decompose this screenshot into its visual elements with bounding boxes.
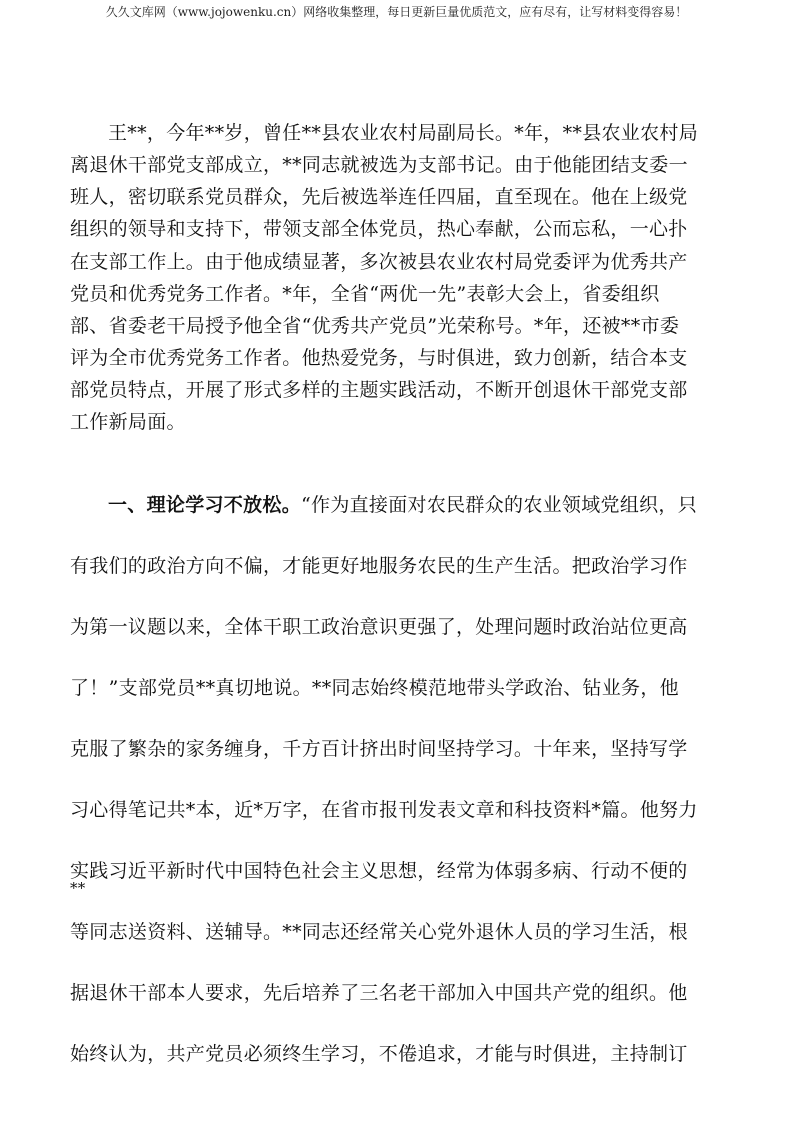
- intro-line: 班人，密切联系党员群众，先后被选举连任四届，直至现在。他在上级党: [70, 186, 688, 208]
- section-line: 据退休干部本人要求，先后培养了三名老干部加入中国共产党的组织。他: [70, 982, 688, 1004]
- section-line: 实践习近平新时代中国特色社会主义思想，经常为体弱多病、行动不便的: [70, 860, 688, 882]
- section-line: 始终认为，共产党员必须终生学习，不倦追求，才能与时俱进，主持制订: [70, 1043, 688, 1065]
- intro-line: 部党员特点，开展了形式多样的主题实践活动，不断开创退休干部党支部: [70, 379, 688, 401]
- intro-line: 组织的领导和支持下，带领支部全体党员，热心奉献，公而忘私，一心扑: [70, 218, 688, 240]
- section-line: 了！”支部党员**真切地说。**同志始终模范地带头学政治、钻业务，他: [70, 677, 679, 699]
- intro-line: 在支部工作上。由于他成绩显著，多次被县农业农村局党委评为优秀共产: [70, 251, 688, 273]
- page-header: 久久文库网（www.jojowenku.cn）网络收集整理，每日更新巨量优质范文，应有尽有，让写材料变得容易！: [105, 5, 688, 19]
- section-line: 习心得笔记共*本，近*万字，在省市报刊发表文章和科技资料*篇。他努力: [70, 799, 698, 821]
- section-heading-line: [108, 493, 697, 517]
- intro-line: 离退休干部党支部成立，**同志就被选为支部书记。由于他能团结支委一: [70, 154, 688, 176]
- intro-line: 工作新局面。: [70, 411, 186, 433]
- section-heading-rest: “作为直接面对农民群众的农业领域党组织，只: [301, 494, 698, 516]
- section-line: 为第一议题以来，全体干职工政治意识更强了，处理问题时政治站位更高: [70, 616, 688, 638]
- intro-line: 党员和优秀党务工作者。*年，全省“两优一先”表彰大会上，省委组织: [70, 283, 660, 305]
- intro-line: 王**，今年**岁，曾任**县农业农村局副局长。*年，**县农业农村局: [108, 122, 699, 144]
- section-heading: 一、理论学习不放松。: [108, 494, 302, 516]
- section-line: 等同志送资料、送辅导。**同志还经常关心党外退休人员的学习生活，根: [70, 921, 688, 943]
- section-line: 克服了繁杂的家务缠身，千方百计挤出时间坚持学习。十年来，坚持写学: [70, 738, 688, 760]
- section-line: 有我们的政治方向不偏，才能更好地服务农民的生产生活。把政治学习作: [70, 555, 688, 577]
- section-line-fragment: **: [70, 879, 86, 897]
- intro-line: 部、省委老干局授予他全省“优秀共产党员”光荣称号。*年，还被**市委: [70, 315, 680, 337]
- intro-line: 评为全市优秀党务工作者。他热爱党务，与时俱进，致力创新，结合本支: [70, 347, 688, 369]
